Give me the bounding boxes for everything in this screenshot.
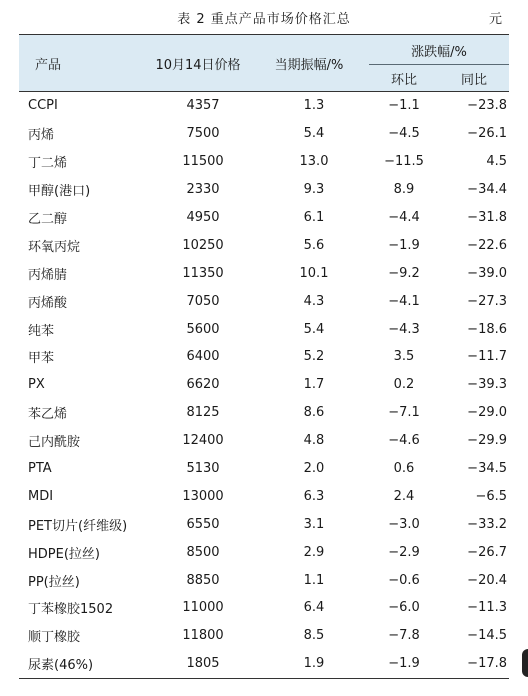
price-cell: 7500 (186, 126, 220, 142)
price-cell: 2330 (186, 182, 220, 198)
header-amplitude: 当期振幅/% (249, 35, 369, 92)
table-row (19, 231, 509, 259)
yoy-change-cell: −27.3 (467, 293, 508, 309)
table-unit: 元 (488, 12, 502, 27)
mom-change-cell: 0.2 (393, 377, 415, 393)
product-name-cell: MDI (28, 488, 54, 504)
mom-change-cell: −11.5 (384, 154, 424, 170)
yoy-change-cell: −26.1 (467, 126, 508, 142)
yoy-change-cell: −34.4 (467, 182, 508, 198)
price-cell: 5600 (186, 321, 220, 337)
mom-change-cell: −4.6 (388, 433, 420, 449)
table-row (19, 482, 509, 510)
table-row (19, 510, 509, 538)
amplitude-cell: 1.1 (303, 572, 325, 588)
price-cell: 5130 (186, 461, 220, 477)
amplitude-cell: 4.3 (303, 293, 325, 309)
yoy-change-cell: −29.9 (467, 433, 508, 449)
mom-change-cell: −6.0 (388, 600, 420, 616)
price-cell: 10250 (182, 237, 224, 253)
yoy-change-cell: −31.8 (467, 210, 508, 225)
yoy-change-cell: −26.7 (467, 544, 508, 560)
price-table-container (19, 34, 509, 679)
price-cell: 11350 (182, 265, 224, 281)
product-name-cell: CCPI (28, 98, 58, 114)
yoy-change-cell: −11.7 (467, 349, 508, 365)
yoy-change-cell: −6.5 (475, 488, 508, 504)
price-cell: 4950 (186, 210, 220, 225)
price-cell: 11800 (182, 628, 224, 644)
table-row (19, 92, 509, 120)
yoy-change-cell: −23.8 (467, 98, 508, 114)
product-name-cell: 苯乙烯 (28, 407, 68, 423)
amplitude-cell: 3.1 (303, 516, 325, 532)
amplitude-cell: 1.7 (303, 377, 325, 393)
mom-change-cell: −3.0 (388, 516, 420, 532)
product-name-cell: PTA (28, 461, 52, 477)
price-cell: 4357 (186, 98, 220, 114)
yoy-change-cell: −34.5 (467, 461, 508, 477)
amplitude-cell: 2.0 (303, 461, 325, 477)
table-row (19, 287, 509, 315)
product-name-cell: PET切片(纤维级) (28, 518, 128, 534)
product-name-cell: HDPE(拉丝) (28, 546, 100, 562)
table-body (19, 92, 509, 679)
table-header (19, 35, 509, 92)
product-name-cell: 己内酰胺 (28, 435, 81, 451)
header-change-group-label: 涨跌幅/% (411, 45, 467, 60)
table-row (19, 427, 509, 455)
table-row (19, 399, 509, 427)
amplitude-cell: 8.5 (303, 628, 325, 644)
table-row (19, 204, 509, 232)
table-row (19, 343, 509, 371)
amplitude-cell: 8.6 (303, 405, 325, 421)
amplitude-cell: 5.6 (303, 237, 325, 253)
product-name-cell: PP(拉丝) (28, 574, 80, 590)
product-name-cell: 丙烯腈 (28, 267, 68, 283)
yoy-change-cell: −29.0 (467, 405, 508, 421)
price-cell: 6550 (186, 516, 220, 532)
yoy-change-cell: −20.4 (467, 572, 508, 588)
mom-change-cell: −0.6 (388, 572, 420, 588)
header-product: 产品 (19, 35, 147, 92)
mom-change-cell: 3.5 (393, 349, 415, 365)
amplitude-cell: 4.8 (303, 433, 325, 449)
yoy-change-cell: −14.5 (467, 628, 508, 644)
table-row (19, 148, 509, 176)
price-cell: 1805 (186, 656, 220, 672)
amplitude-cell: 5.4 (303, 321, 325, 337)
amplitude-cell: 5.4 (303, 126, 325, 142)
mom-change-cell: −4.5 (388, 126, 420, 142)
table-row (19, 455, 509, 483)
mom-change-cell: −4.3 (388, 321, 420, 337)
price-cell: 11000 (182, 600, 224, 616)
product-name-cell: 甲醇(港口) (28, 184, 91, 200)
table-row (19, 622, 509, 650)
amplitude-cell: 10.1 (299, 265, 329, 281)
price-cell: 7050 (186, 293, 220, 309)
yoy-change-cell: −18.6 (467, 321, 508, 337)
amplitude-cell: 6.1 (303, 210, 325, 225)
price-cell: 8500 (186, 544, 220, 560)
table-row (19, 259, 509, 287)
price-cell: 8850 (186, 572, 220, 588)
amplitude-cell: 6.4 (303, 600, 325, 616)
table-caption (0, 8, 528, 28)
amplitude-cell: 13.0 (299, 154, 329, 170)
product-name-cell: 尿素(46%) (28, 658, 94, 674)
mom-change-cell: 8.9 (393, 182, 415, 198)
table-row (19, 176, 509, 204)
yoy-change-cell: −33.2 (467, 516, 508, 532)
price-cell: 11500 (182, 154, 224, 170)
mom-change-cell: −7.1 (388, 405, 420, 421)
product-name-cell: 纯苯 (28, 323, 55, 339)
mom-change-cell: −4.4 (388, 210, 420, 225)
price-table (19, 34, 509, 679)
price-cell: 8125 (186, 405, 220, 421)
mom-change-cell: −7.8 (388, 628, 420, 644)
product-name-cell: 丁二烯 (28, 156, 68, 172)
header-yoy: 同比 (439, 65, 509, 92)
mom-change-cell: −1.1 (388, 98, 420, 114)
header-price: 10月14日价格 (147, 35, 249, 92)
mom-change-cell: −1.9 (388, 656, 420, 672)
header-mom: 环比 (369, 65, 439, 92)
yoy-change-cell: −39.3 (467, 377, 508, 393)
table-row (19, 650, 509, 678)
yoy-change-cell: −22.6 (467, 237, 508, 253)
amplitude-cell: 5.2 (303, 349, 325, 365)
table-row (19, 120, 509, 148)
amplitude-cell: 2.9 (303, 544, 325, 560)
amplitude-cell: 1.3 (303, 98, 325, 114)
yoy-change-cell: 4.5 (486, 154, 508, 170)
page-edge-tab (522, 649, 528, 677)
header-change-group (369, 35, 509, 65)
product-name-cell: 环氧丙烷 (28, 239, 81, 255)
amplitude-cell: 6.3 (303, 488, 325, 504)
price-cell: 6620 (186, 377, 220, 393)
mom-change-cell: −1.9 (388, 237, 420, 253)
table-row (19, 566, 509, 594)
table-row (19, 315, 509, 343)
mom-change-cell: 2.4 (393, 488, 415, 504)
price-cell: 13000 (182, 488, 224, 504)
product-name-cell: PX (28, 377, 45, 393)
amplitude-cell: 9.3 (303, 182, 325, 198)
product-name-cell: 丙烯 (28, 128, 55, 144)
yoy-change-cell: −11.3 (467, 600, 508, 616)
yoy-change-cell: −39.0 (467, 265, 508, 281)
table-row (19, 594, 509, 622)
table-row (19, 371, 509, 399)
product-name-cell: 顺丁橡胶 (28, 630, 81, 646)
mom-change-cell: 0.6 (393, 461, 415, 477)
product-name-cell: 丙烯酸 (28, 295, 68, 311)
mom-change-cell: −4.1 (388, 293, 420, 309)
amplitude-cell: 1.9 (303, 656, 325, 672)
table-row (19, 538, 509, 566)
mom-change-cell: −2.9 (388, 544, 420, 560)
price-cell: 6400 (186, 349, 220, 365)
yoy-change-cell: −17.8 (467, 656, 508, 672)
product-name-cell: 甲苯 (28, 351, 55, 367)
price-cell: 12400 (182, 433, 224, 449)
mom-change-cell: −9.2 (388, 265, 420, 281)
product-name-cell: 乙二醇 (28, 212, 68, 227)
table-title: 表 2 重点产品市场价格汇总 (177, 12, 351, 27)
product-name-cell: 丁苯橡胶1502 (28, 602, 114, 618)
